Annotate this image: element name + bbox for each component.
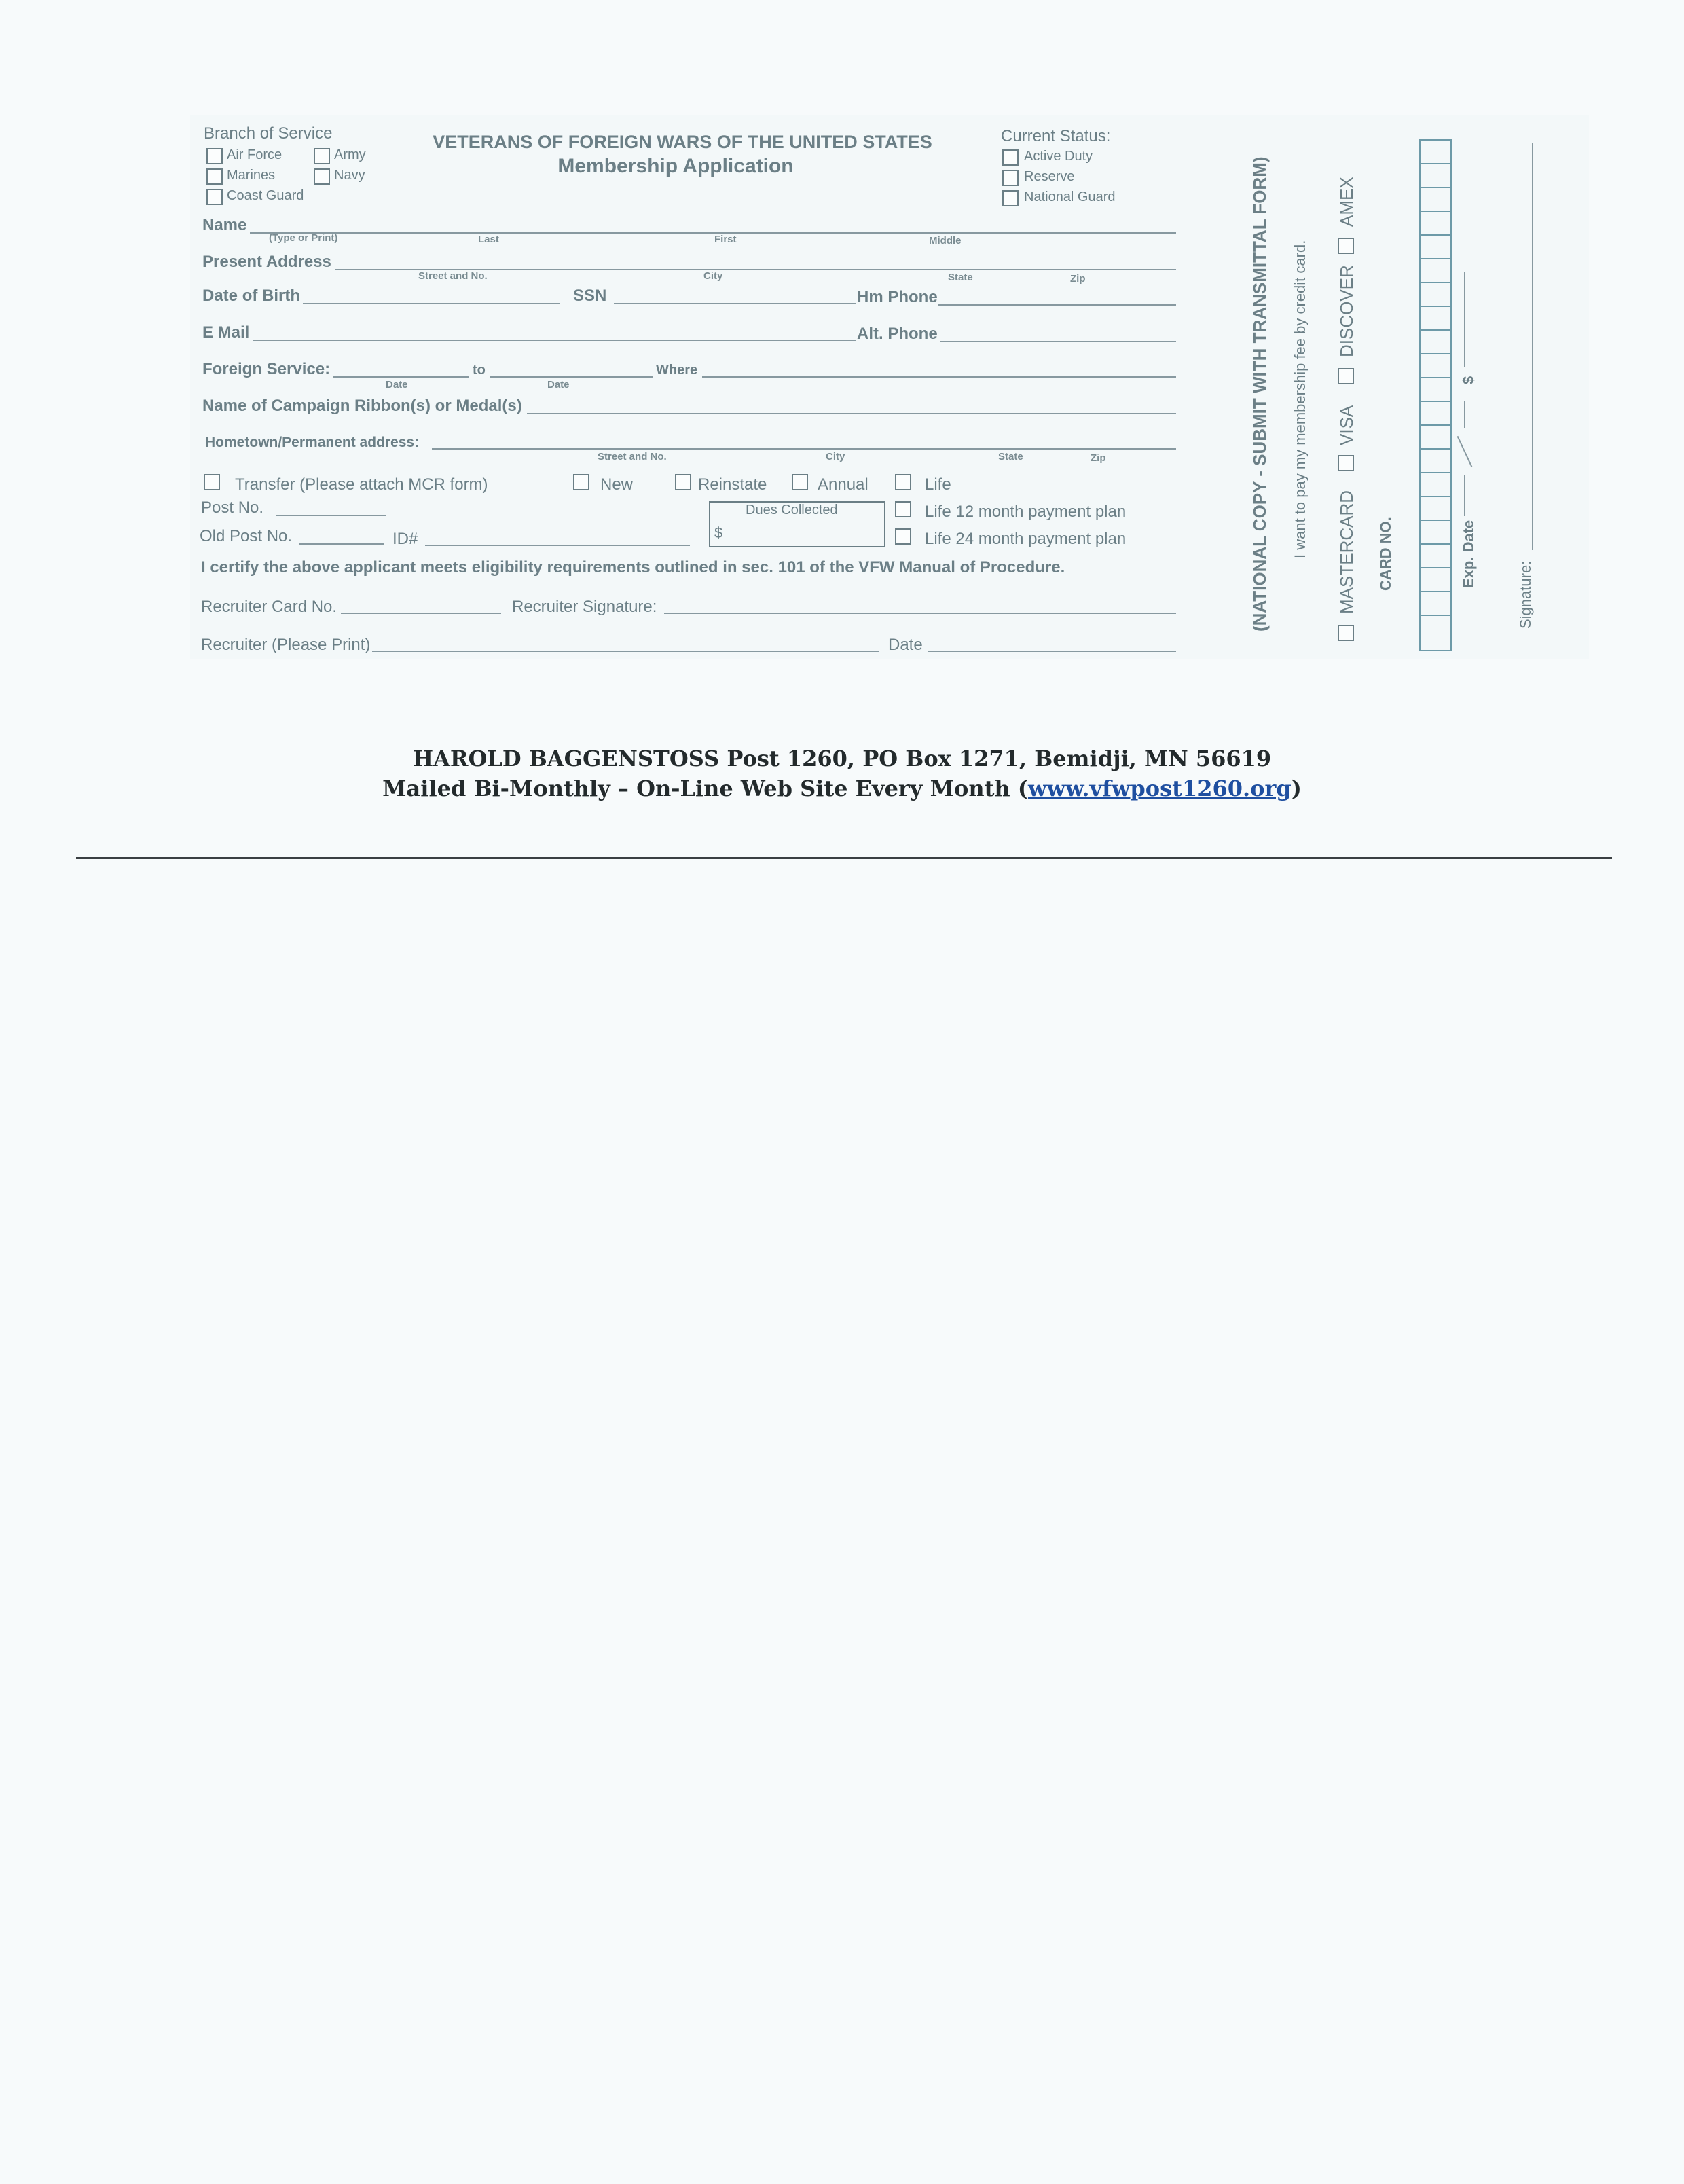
amount-field[interactable] [1464,272,1465,367]
amount-dollar-label: $ [1460,376,1477,384]
hometown-city-cap: City [826,451,845,462]
name-middle-cap: Middle [929,235,962,247]
mastercard-label: MASTERCARD [1336,490,1357,614]
post-no-field[interactable] [276,515,386,516]
name-type-cap: (Type or Print) [269,232,338,244]
card-no-label: CARD NO. [1377,517,1394,591]
foreign-service-from-field[interactable] [333,376,469,378]
hometown-zip-cap: Zip [1091,452,1106,464]
amex-checkbox[interactable] [1338,238,1354,254]
life-checkbox[interactable] [895,474,911,490]
annual-checkbox[interactable] [792,474,808,490]
credit-card-note: I want to pay my membership fee by credit card. [1292,240,1308,558]
old-post-no-label: Old Post No. [200,527,293,545]
recruiter-print-field[interactable] [372,651,879,652]
footer-mailing-prefix: Mailed Bi-Monthly – On-Line Web Site Every Month ( [382,776,1028,801]
visa-checkbox[interactable] [1338,455,1354,471]
life-12-label: Life 12 month payment plan [925,503,1127,521]
footer-mailing-suffix: ) [1291,776,1302,801]
army-label: Army [334,147,366,162]
exp-date-label: Exp. Date [1460,520,1477,588]
to-label: to [473,363,486,378]
email-label: E Mail [202,323,250,342]
name-field[interactable] [250,232,1176,234]
recruiter-date-field[interactable] [928,651,1176,652]
side-signature-field[interactable] [1532,143,1533,550]
old-post-no-field[interactable] [299,543,384,545]
navy-label: Navy [334,168,365,183]
reinstate-label: Reinstate [698,475,767,494]
life-label: Life [925,475,951,494]
where-label: Where [656,363,698,378]
hometown-street-cap: Street and No. [598,451,667,462]
footer-mailing-note [0,776,1684,801]
name-label: Name [202,216,247,234]
present-address-label: Present Address [202,253,331,271]
air-force-checkbox[interactable] [206,148,223,164]
life-12-checkbox[interactable] [895,501,911,517]
army-checkbox[interactable] [314,148,330,164]
hm-phone-label: Hm Phone [857,288,938,306]
name-last-cap: Last [478,234,499,245]
website-link[interactable]: www.vfwpost1260.org [1027,776,1292,801]
reinstate-checkbox[interactable] [675,474,691,490]
from-date-cap: Date [386,379,408,390]
national-guard-label: National Guard [1024,189,1116,204]
air-force-label: Air Force [227,147,282,162]
recruiter-card-field[interactable] [341,613,501,614]
national-guard-checkbox[interactable] [1002,190,1019,206]
recruiter-signature-field[interactable] [664,613,1176,614]
visa-label: VISA [1336,405,1357,445]
address-state-cap: State [948,272,973,283]
certify-statement: I certify the above applicant meets eligibility requirements outlined in sec. 101 of the VFW Manual of Procedure. [201,558,1065,577]
discover-checkbox[interactable] [1338,368,1354,384]
dob-label: Date of Birth [202,287,300,305]
address-zip-cap: Zip [1070,273,1086,285]
marines-label: Marines [227,168,276,183]
form-title: VETERANS OF FOREIGN WARS OF THE UNITED STATES [433,132,932,152]
recruiter-date-label: Date [888,636,923,654]
foreign-service-to-field[interactable] [490,376,653,378]
email-field[interactable] [253,340,856,341]
hometown-label: Hometown/Permanent address: [205,435,420,450]
alt-phone-field[interactable] [940,341,1176,342]
alt-phone-label: Alt. Phone [857,325,938,343]
ssn-label: SSN [573,287,607,305]
active-duty-checkbox[interactable] [1002,149,1019,166]
id-label: ID# [392,530,418,548]
reserve-checkbox[interactable] [1002,170,1019,186]
exp-date-month-field[interactable] [1464,475,1465,516]
where-field[interactable] [702,376,1176,378]
campaign-label: Name of Campaign Ribbon(s) or Medal(s) [202,397,522,415]
annual-label: Annual [818,475,868,494]
to-date-cap: Date [547,379,570,390]
post-no-label: Post No. [201,498,264,517]
amex-label: AMEX [1336,177,1357,227]
national-copy-note: (NATIONAL COPY - SUBMIT WITH TRANSMITTAL FORM) [1249,156,1270,632]
hometown-state-cap: State [998,451,1023,462]
address-street-cap: Street and No. [418,270,488,282]
reserve-label: Reserve [1024,169,1075,184]
recruiter-signature-label: Recruiter Signature: [512,598,657,616]
dob-field[interactable] [303,303,560,304]
new-checkbox[interactable] [573,474,589,490]
discover-label: DISCOVER [1336,265,1357,357]
active-duty-label: Active Duty [1024,149,1093,164]
hometown-field[interactable] [432,448,1176,450]
status-heading: Current Status: [1001,127,1111,145]
form-subtitle: Membership Application [557,155,794,177]
card-number-boxes[interactable] [1419,139,1452,651]
life-24-checkbox[interactable] [895,528,911,545]
coast-guard-label: Coast Guard [227,188,304,203]
side-signature-label: Signature: [1517,560,1534,629]
branch-heading: Branch of Service [204,124,333,143]
foreign-service-label: Foreign Service: [202,360,331,378]
dues-dollar-sign: $ [714,524,723,541]
transfer-label: Transfer (Please attach MCR form) [235,475,488,494]
recruiter-print-label: Recruiter (Please Print) [201,636,371,654]
id-field[interactable] [425,545,690,546]
hm-phone-field[interactable] [938,304,1176,306]
exp-date-year-field[interactable] [1464,401,1465,428]
dues-collected-label: Dues Collected [746,503,838,517]
navy-checkbox[interactable] [314,168,330,185]
recruiter-card-label: Recruiter Card No. [201,598,337,616]
life-24-label: Life 24 month payment plan [925,530,1127,548]
campaign-field[interactable] [527,413,1176,414]
ssn-field[interactable] [614,303,856,304]
name-first-cap: First [714,234,737,245]
new-label: New [600,475,634,494]
address-city-cap: City [703,270,723,282]
footer-address: HAROLD BAGGENSTOSS Post 1260, PO Box 1271, Bemidji, MN 56619 [412,746,1272,771]
coast-guard-checkbox[interactable] [206,189,223,205]
marines-checkbox[interactable] [206,168,223,185]
footer-divider [76,857,1612,859]
mastercard-checkbox[interactable] [1338,625,1354,641]
transfer-checkbox[interactable] [204,474,220,490]
